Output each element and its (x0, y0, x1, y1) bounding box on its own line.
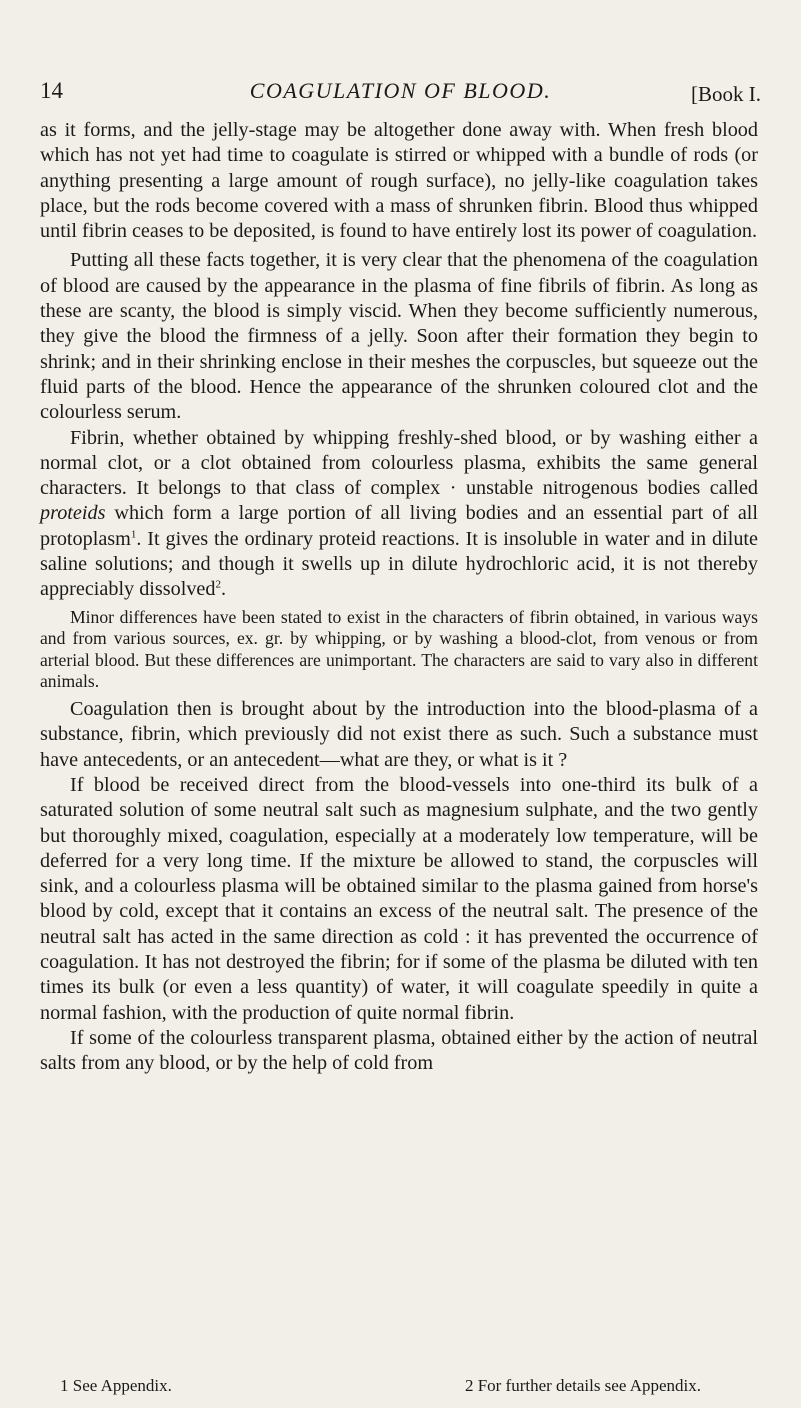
paragraph-text: . (220, 578, 227, 601)
footnote-ref: 2 (215, 578, 221, 591)
paragraph: Putting all these facts together, it is very clear that the phenomena of the coagulation of blood are caused by the appearance in the plasma of fine fibrils of fibrin. As long as these are scanty, the blood is simply viscid. When they become sufficiently numerous, they give the blood the firmness of a jelly. Soon after their formation they begin to shrink; and in their shrinking enclose in their meshes the corpuscles, but squeeze out the fluid parts of the blood. Hence the appearance of the shrunken coloured clot and the colourless serum. (40, 249, 758, 424)
paragraph-text: Fibrin, whether obtained by whipping freshly-shed blood, or by washing either a normal clot, or a clot obtained from colourless plasma, exhibits the same general characters. It belongs to that class of complex · unstable nitrogenous bodies called (40, 426, 758, 500)
footnote-1: 1 See Appendix. (60, 1376, 172, 1395)
page-body (40, 118, 758, 1076)
running-header (40, 78, 761, 112)
footnote-ref: 1 (130, 528, 137, 541)
footnote-2: 2 For further details see Appendix. (464, 1376, 701, 1395)
paragraph (40, 426, 758, 603)
running-title: COAGULATION OF BLOOD. (249, 78, 552, 103)
paragraph: If some of the colourless transparent plasma, obtained either by the action of neutral salts from any blood, or by the help of cold from (40, 1026, 758, 1075)
italic-term: proteids (40, 502, 106, 525)
page-number: 14 (40, 78, 63, 103)
paragraph: Coagulation then is brought about by the introduction into the blood-plasma of a substance, fibrin, which previously did not exist there as such. Such a substance must have antecedents, or an antecedent—what are they, or what is it ? (40, 698, 758, 771)
paragraph-text: . It gives the ordinary proteid reactions. It is insoluble in water and in dilute saline solutions; and though it swells up in dilute hydrochloric acid, it is not thereby appreciably dissolved (40, 527, 758, 601)
book-label: [Book I. (691, 82, 761, 106)
paragraph: If blood be received direct from the blood-vessels into one-third its bulk of a saturated solution of some neutral salt such as magnesium sulphate, and the two gently but thoroughly mixed, coagulation, especially at a moderately low temperature, will be deferred for a very long time. If the mixture be allowed to stand, the corpuscles will sink, and a colourless plasma will be obtained similar to the plasma gained from horse's blood by cold, except that it contains an excess of the neutral salt. The presence of the neutral salt has acted in the same direction as cold : it has prevented the occurrence of coagulation. It has not destroyed the fibrin; for if some of the plasma be diluted with ten times its bulk (or even a less quantity) of water, it will coagulate speedily in quite a normal fashion, with the production of quite normal fibrin. (40, 773, 758, 1024)
footnotes (40, 1376, 761, 1396)
small-print-paragraph: Minor differences have been stated to exist in the characters of fibrin obtained, in various ways and from various sources, ex. gr. by whipping, or by washing a blood-clot, from venous or from arterial blood. But these differences are unimportant. The characters are said to vary also in different animals. (40, 606, 758, 692)
paragraph: as it forms, and the jelly-stage may be altogether done away with. When fresh blood which has not yet had time to coagulate is stirred or whipped with a bundle of rods (or anything presenting a large amount of rough surface), no jelly-like coagulation takes place, but the rods become covered with a mass of shrunken fibrin. Blood thus whipped until fibrin ceases to be deposited, is found to have entirely lost its power of coagulation. (40, 119, 758, 243)
paragraph-text: which form a large portion of all living bodies and an essential part of all protoplasm (40, 502, 759, 550)
